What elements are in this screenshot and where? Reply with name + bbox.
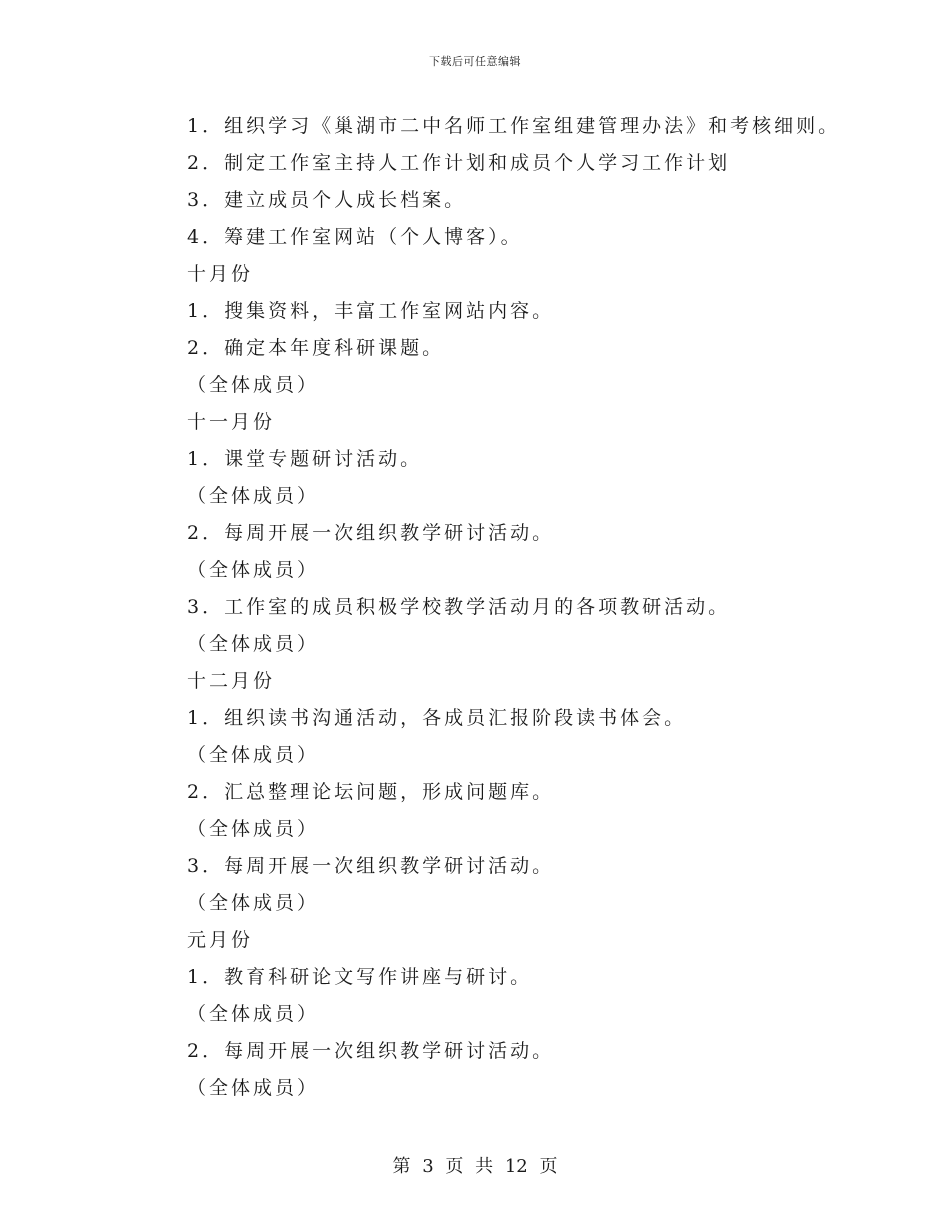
list-item: 3．每周开展一次组织教学研讨活动。 — [187, 855, 555, 877]
list-item: 2．制定工作室主持人工作计划和成员个人学习工作计划 — [187, 152, 731, 174]
list-item: 1．组织学习《巢湖市二中名师工作室组建管理办法》和考核细则。 — [187, 115, 841, 137]
list-item: 2．每周开展一次组织教学研讨活动。 — [187, 1040, 555, 1062]
section-heading: 十月份 — [187, 263, 254, 285]
list-item: 3．工作室的成员积极学校教学活动月的各项教研活动。 — [187, 596, 731, 618]
participants-note: （全体成员） — [187, 559, 320, 581]
list-item: 3．建立成员个人成长档案。 — [187, 189, 467, 211]
section-heading: 十二月份 — [187, 670, 276, 692]
list-item: 2．每周开展一次组织教学研讨活动。 — [187, 522, 555, 544]
document-body — [187, 108, 887, 1107]
participants-note: （全体成员） — [187, 485, 320, 507]
page-header: 下载后可任意编辑 — [429, 55, 521, 68]
section-heading: 元月份 — [187, 929, 254, 951]
list-item: 4．筹建工作室网站（个人博客）。 — [187, 226, 523, 248]
list-item: 1．搜集资料，丰富工作室网站内容。 — [187, 300, 555, 322]
section-heading: 十一月份 — [187, 411, 276, 433]
participants-note: （全体成员） — [187, 633, 320, 655]
participants-note: （全体成员） — [187, 374, 320, 396]
participants-note: （全体成员） — [187, 744, 320, 766]
list-item: 2．确定本年度科研课题。 — [187, 337, 445, 359]
list-item: 1．课堂专题研讨活动。 — [187, 448, 423, 470]
participants-note: （全体成员） — [187, 818, 320, 840]
page-number-footer: 第 3 页 共 12 页 — [392, 1156, 558, 1177]
list-item: 1．教育科研论文写作讲座与研讨。 — [187, 966, 533, 988]
list-item: 1．组织读书沟通活动，各成员汇报阶段读书体会。 — [187, 707, 687, 729]
participants-note: （全体成员） — [187, 1077, 320, 1099]
participants-note: （全体成员） — [187, 1003, 320, 1025]
participants-note: （全体成员） — [187, 892, 320, 914]
list-item: 2．汇总整理论坛问题，形成问题库。 — [187, 781, 555, 803]
